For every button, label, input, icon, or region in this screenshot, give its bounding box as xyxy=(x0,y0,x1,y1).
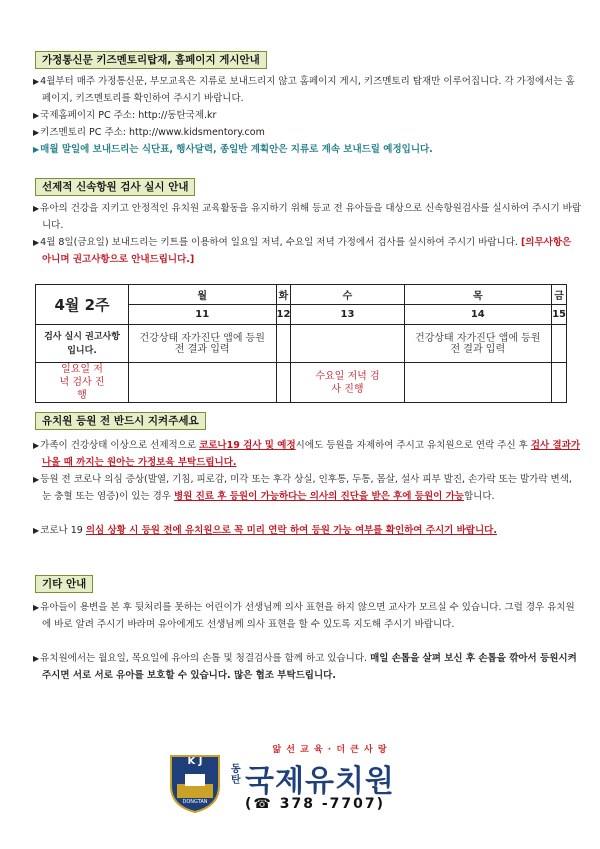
toilet-paragraph: ▶ 유아들이 용변을 본 후 뒷처리를 못하는 어린이가 선생님께 의사 표현을 하지 않으면 교사가 모르실 수 있습니다. 그럴 경우 유치원에 바로 알려 주시기 바라며 유아에게도 선생님께 의사 표현을 할 수 있도록 지도해 주시기 바랍니다. xyxy=(33,600,582,633)
section-title-notice: 가정통신문 키즈멘토리탑재, 홈페이지 게시안내 xyxy=(35,51,267,69)
notice-paragraph: ▶ 4월부터 매주 가정통신문, 부모교육은 지류로 보내드리지 않고 홈페이지 게시, 키즈멘토리 탑재만 이루어집니다. 각 가정에서는 홈페이지, 키즈멘토리를 확인하여 주시기 바랍니다. xyxy=(33,74,582,107)
phone: (☎ 378 -7707) xyxy=(245,796,386,812)
phone-icon: ☎ xyxy=(253,796,273,812)
recommendation-label: 검사 실시 권고사항입니다. xyxy=(36,325,129,363)
rapid-test-paragraph: ▶ 유아의 건강을 지키고 안정적인 유치원 교육활동을 유지하기 위해 등교 전 유아들을 대상으로 신속항원검사를 실시하여 주시기 바랍니다. xyxy=(33,201,582,234)
day-mon: 월 xyxy=(129,285,277,305)
date-mon: 11 xyxy=(129,305,277,325)
day-tue: 화 xyxy=(276,285,291,305)
app-note-thu: 건강상태 자가진단 앱에 등원 전 결과 입력 xyxy=(404,325,552,363)
nail-paragraph: ▶ 유치원에서는 월요일, 목요일에 유아의 손톱 및 청결검사를 함께 하고 있습니다. 매일 손톱을 살펴 보신 후 손톱을 깎아서 등원시켜 주시면 서로 서로 유아를 보호할 수 있습니다. 많은 협조 부탁드립니다. xyxy=(33,651,582,684)
day-thu: 목 xyxy=(404,285,552,305)
app-note-mon: 건강상태 자가진단 앱에 등원 전 결과 입력 xyxy=(129,325,277,363)
dongtan-label: 동탄 xyxy=(231,764,241,786)
sunday-test-note: 일요일 저녁 검사 진행 xyxy=(36,363,129,403)
section-title-before-school: 유치원 등원 전 반드시 지켜주세요 xyxy=(35,412,206,430)
kidsmentory-address: ▶ 키즈멘토리 PC 주소: http://www.kidsmentory.com xyxy=(33,125,573,142)
symptom-paragraph: ▶ 등원 전 코로나 의심 증상(발열, 기침, 피로감, 미각 또는 후각 상실, 인후통, 두통, 몸살, 설사 피부 발진, 손가락 또는 발가락 변색, 눈 충혈 또는 염증)이 있는 경우 병원 진료 후 등원이 가능하다는 의사의 진단을 받은 후에 등원이 가능합니다. xyxy=(33,472,582,505)
day-fri: 금 xyxy=(552,285,567,305)
date-tue: 12 xyxy=(276,305,291,325)
monthly-paper-notice: ▶ 매월 말일에 보내드리는 식단표, 행사달력, 종일반 계획안은 지류로 계속 보내드릴 예정입니다. xyxy=(33,142,573,159)
recommendation-note: [의무사항은 아니며 권고사항으로 안내드립니다.] xyxy=(42,237,572,265)
homepage-address: ▶ 국제홈페이지 PC 주소: http://동탄국제.kr xyxy=(33,108,573,125)
date-wed: 13 xyxy=(291,305,404,325)
section-title-rapid-test: 선제적 신속항원 검사 실시 안내 xyxy=(35,178,195,196)
contact-paragraph: ▶ 코로나 19 의심 상황 시 등원 전에 유치원으로 꼭 미리 연락 하여 등원 가능 여부를 확인하여 주시기 바랍니다. xyxy=(33,523,582,540)
test-schedule-table xyxy=(35,284,567,403)
kit-paragraph: ▶ 4월 8일(금요일) 보내드리는 키트를 이용하여 일요일 저녁, 수요일 저녁 가정에서 검사를 실시하여 주시기 바랍니다. [의무사항은 아니며 권고사항으로 안내드립니다.] xyxy=(33,235,582,268)
day-wed: 수 xyxy=(291,285,404,305)
kindergarten-logo xyxy=(165,742,435,820)
emblem-letters: K J xyxy=(187,756,203,767)
emblem-text: DONGTAN xyxy=(182,799,208,805)
kindergarten-name: 국제유치원 xyxy=(245,764,395,799)
slogan: 앎 선 교 육 · 더 큰 사 랑 xyxy=(272,745,388,755)
wednesday-test-note: 수요일 저녁 검사 진행 xyxy=(291,363,404,403)
family-test-paragraph: ▶ 가족이 건강상태 이상으로 선제적으로 코로나19 검사 및 예정시에도 등원을 자제하여 주시고 유치원으로 연락 주신 후 검사 결과가 나올 때 까지는 원아는 가정보육 부탁드립니다. xyxy=(33,438,582,471)
date-fri: 15 xyxy=(552,305,567,325)
date-thu: 14 xyxy=(404,305,552,325)
section-title-other: 기타 안내 xyxy=(35,575,93,593)
week-label: 4월 2주 xyxy=(36,285,129,325)
